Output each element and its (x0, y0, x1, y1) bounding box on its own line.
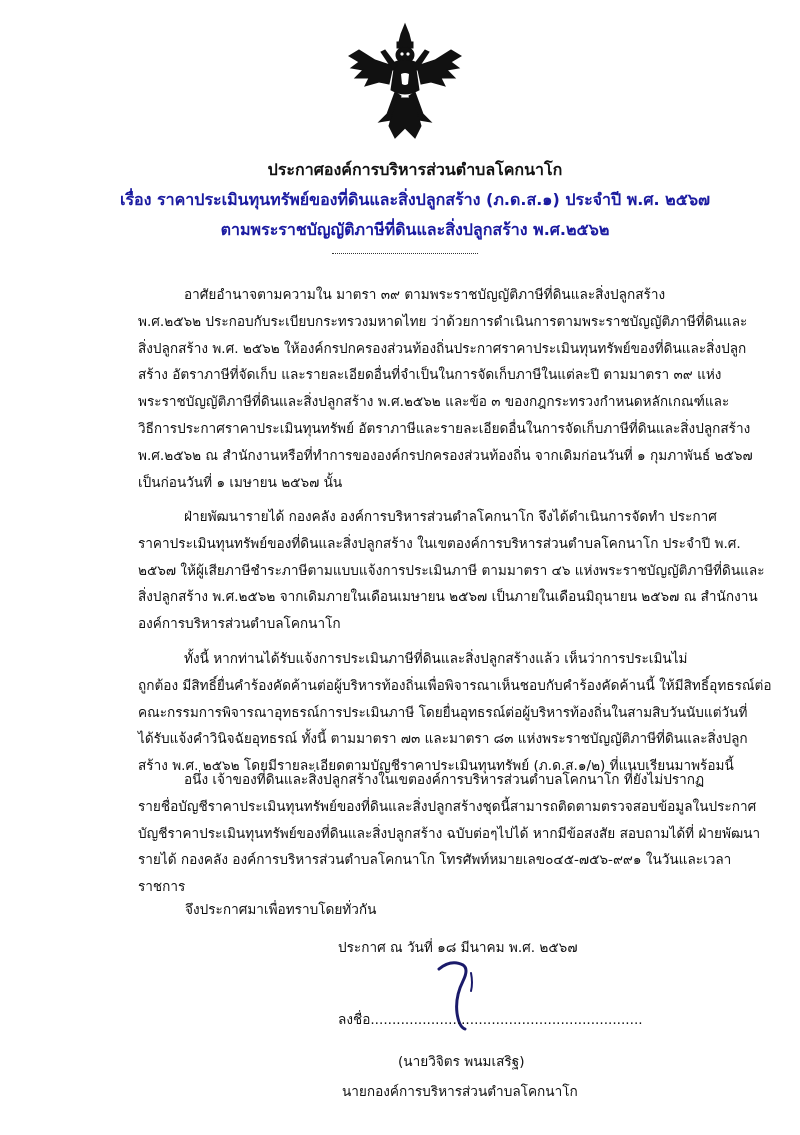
paragraph-line: สร้าง พ.ศ. ๒๕๖๒ โดยมีรายละเอียดตามบัญชีราคาประเมินทุนทรัพย์ (ภ.ด.ส.๑/๒) ที่แนบเรียนมาพร้อมนี้ (138, 758, 734, 775)
subject-line: เรื่อง ราคาประเมินทุนทรัพย์ของที่ดินและสิ่งปลูกสร้าง (ภ.ด.ส.๑) ประจำปี พ.ศ. ๒๕๖๗ (119, 190, 711, 209)
paragraph-appeal (138, 646, 772, 780)
announcement-header (90, 155, 740, 245)
paragraph-line: ราคาประเมินทุนทรัพย์ของที่ดินและสิ่งปลูกสร้าง ในเขตองค์การบริหารส่วนตำบลโคกนาโก ประจำปี พ.ศ. (138, 535, 741, 552)
paragraph-contact (138, 767, 761, 901)
paragraph-line: อนึ่ง เจ้าของที่ดินและสิ่งปลูกสร้างในเขตองค์การบริหารส่วนตำบลโคกนาโก ที่ยังไม่ปรากฏ (184, 772, 705, 788)
paragraph-line: ถูกต้อง มีสิทธิ์ยื่นคำร้องคัดค้านต่อผู้บริหารท้องถิ่นเพื่อพิจารณาเห็นชอบกับคำร้องคัดค้านนี้ ให้มีสิทธิ์อุทธรณ์ต่อ (138, 677, 772, 694)
paragraph-revenue-division (138, 504, 765, 638)
paragraph-line: องค์การบริหารส่วนตำบลโคกนาโก (138, 616, 341, 633)
paragraph-line: เป็นก่อนวันที่ ๑ เมษายน ๒๕๖๗ นั้น (138, 474, 343, 491)
header-separator (332, 253, 478, 254)
signer-name: (นายวิจิตร พนมเสริฐ) (398, 1054, 525, 1070)
paragraph-line: รายชื่อบัญชีราคาประเมินทุนทรัพย์ของที่ดินและสิ่งปลูกสร้างชุดนี้สามารถติดตามตรวจสอบข้อมูลในประกาศ (138, 798, 757, 815)
paragraph-line: ได้รับแจ้งคำวินิจฉัยอุทธรณ์ ทั้งนี้ ตามมาตรา ๗๓ และมาตรา ๘๓ แห่งพระราชบัญญัติภาษีที่ดินและสิ่งปลูก (138, 731, 748, 748)
organization-title: ประกาศองค์การบริหารส่วนตำบลโคกนาโก (267, 160, 563, 179)
paragraph-line: สิ่งปลูกสร้าง พ.ศ. ๒๕๖๒ ให้องค์กรปกครองส่วนท้องถิ่นประกาศราคาประเมินทุนทรัพย์ของที่ดินและสิ่งปลูก (138, 340, 747, 357)
paragraph-line: บัญชีราคาประเมินทุนทรัพย์ของที่ดินและสิ่งปลูกสร้าง ฉบับต่อๆไปได้ หากมีข้อสงสัย สอบถามได้ที่ ฝ่ายพัฒนา (138, 825, 761, 842)
paragraph-line: สร้าง อัตราภาษีที่จัดเก็บ และรายละเอียดอื่นที่จำเป็นในการจัดเก็บภาษีในแต่ละปี ตามมาตรา ๓๙ แห่ง (138, 367, 722, 384)
act-reference-line: ตามพระราชบัญญัติภาษีที่ดินและสิ่งปลูกสร้าง พ.ศ.๒๕๖๒ (220, 220, 610, 239)
closing-statement: จึงประกาศมาเพื่อทราบโดยทั่วกัน (185, 902, 377, 918)
paragraph-line: สิ่งปลูกสร้าง พ.ศ.๒๕๖๒ จากเดิมภายในเดือนเมษายน ๒๕๖๗ เป็นภายในเดือนมิถุนายน ๒๕๖๗ ณ สำนักงาน (138, 589, 758, 606)
paragraph-line: คณะกรรมการพิจารณาอุทธรณ์การประเมินภาษี โดยยื่นอุทธรณ์ต่อผู้บริหารท้องถิ่นในสามสิบวันนับแต่วันที่ (138, 704, 748, 721)
paragraph-line: ราชการ (138, 879, 186, 896)
paragraph-line: ฝ่ายพัฒนารายได้ กองคลัง องค์การบริหารส่วนตำลโคกนาโก จึงได้ดำเนินการจัดทำ ประกาศ (184, 509, 717, 525)
paragraph-line: รายได้ กองคลัง องค์การบริหารส่วนตำบลโคกนาโก โทรศัพท์หมายเลข๐๔๕-๗๕๖-๙๙๑ ในวันและเวลา (138, 852, 732, 869)
paragraph-line: พระราชบัญญัติภาษีที่ดินและสิ่งปลูกสร้าง พ.ศ.๒๕๖๒ และข้อ ๓ ของกฎกระทรวงกำหนดหลักเกณฑ์และ (138, 394, 730, 411)
announcement-date: ประกาศ ณ วันที่ ๑๘ มีนาคม พ.ศ. ๒๕๖๗ (338, 940, 578, 956)
paragraph-line: ๒๕๖๗ ให้ผู้เสียภาษีชำระภาษีตามแบบแจ้งการประเมินภาษี ตามมาตรา ๔๖ แห่งพระราชบัญญัติภาษีที่ดินและ (138, 562, 765, 579)
garuda-emblem-icon (345, 22, 465, 140)
paragraph-line: วิธีการประกาศราคาประเมินทุนทรัพย์ อัตราภาษีและรายละเอียดอื่นในการจัดเก็บภาษีที่ดินและสิ่งปลูกสร้าง (138, 420, 751, 437)
signer-position: นายกองค์การบริหารส่วนตำบลโคกนาโก (342, 1084, 578, 1100)
paragraph-line: ทั้งนี้ หากท่านได้รับแจ้งการประเมินภาษีที่ดินและสิ่งปลูกสร้างแล้ว เห็นว่าการประเมินไม่ (184, 651, 688, 667)
paragraph-authority (138, 282, 753, 496)
paragraph-line: อาศัยอำนาจตามความใน มาตรา ๓๙ ตามพระราชบัญญัติภาษีที่ดินและสิ่งปลูกสร้าง (184, 287, 666, 303)
paragraph-line: พ.ศ.๒๕๖๒ ประกอบกับระเบียบกระทรวงมหาดไทย ว่าด้วยการดำเนินการตามพระราชบัญญัติภาษีที่ดินและ (138, 313, 748, 330)
paragraph-line: พ.ศ.๒๕๖๒ ณ สำนักงานหรือที่ทำการขององค์กรปกครองส่วนท้องถิ่น จากเดิมก่อนวันที่ ๑ กุมภาพันธ์ ๒๕๖๗ (138, 447, 753, 464)
signature-line: ลงชื่อ............................................................... (338, 1012, 643, 1028)
